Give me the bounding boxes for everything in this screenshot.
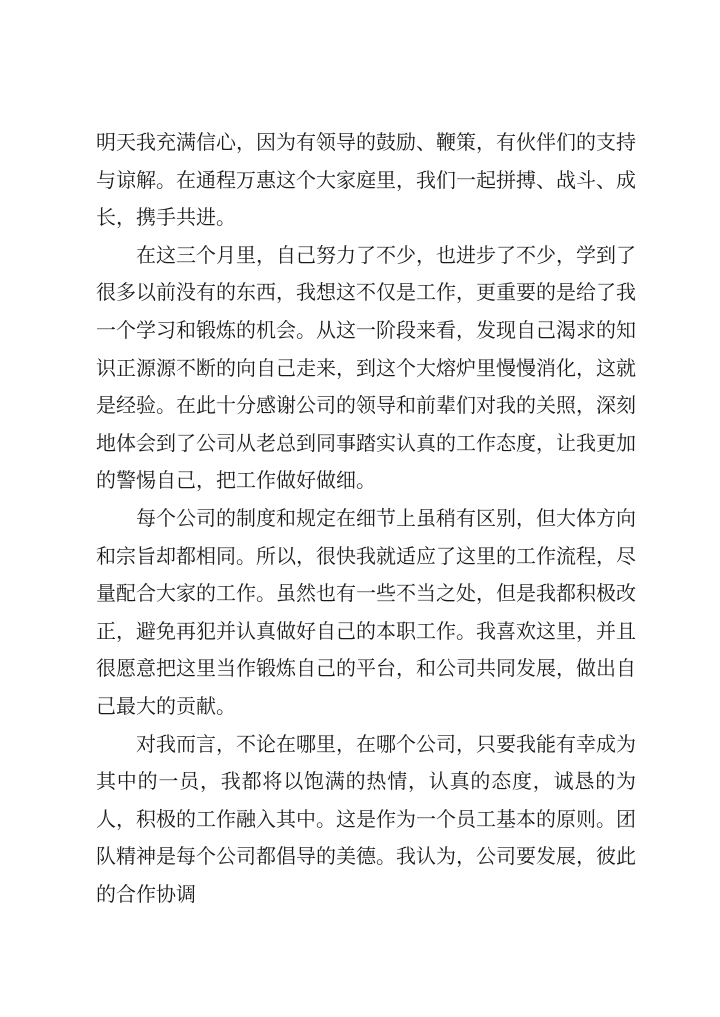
paragraph: 在这三个月里，自己努力了不少，也进步了不少，学到了很多以前没有的东西，我想这不仅是工作，更重要的是给了我一个学习和锻炼的机会。从这一阶段来看，发现自己渴求的知识正源源不断的向自己走来，到这个大熔炉里慢慢消化，这就是经验。在此十分感谢公司的领导和前辈们对我的关照，深刻地体会到了公司从老总到同事踏实认真的工作态度，让我更加的警惕自己，把工作做好做细。 [96,242,636,493]
document-body [96,124,636,913]
paragraph-continued: 明天我充满信心，因为有领导的鼓励、鞭策，有伙伴们的支持与谅解。在通程万惠这个大家庭里，我们一起拼搏、战斗、成长，携手共进。 [96,130,636,230]
paragraph: 每个公司的制度和规定在细节上虽稍有区别，但大体方向和宗旨却都相同。所以，很快我就适应了这里的工作流程，尽量配合大家的工作。虽然也有一些不当之处，但是我都积极改正，避免再犯并认真做好自己的本职工作。我喜欢这里，并且很愿意把这里当作锻炼自己的平台，和公司共同发展，做出自己最大的贡献。 [96,505,636,718]
paragraph: 对我而言，不论在哪里，在哪个公司，只要我能有幸成为其中的一员，我都将以饱满的热情，认真的态度，诚恳的为人，积极的工作融入其中。这是作为一个员工基本的原则。团队精神是每个公司都倡导的美德。我认为，公司要发展，彼此的合作协调 [96,731,636,906]
